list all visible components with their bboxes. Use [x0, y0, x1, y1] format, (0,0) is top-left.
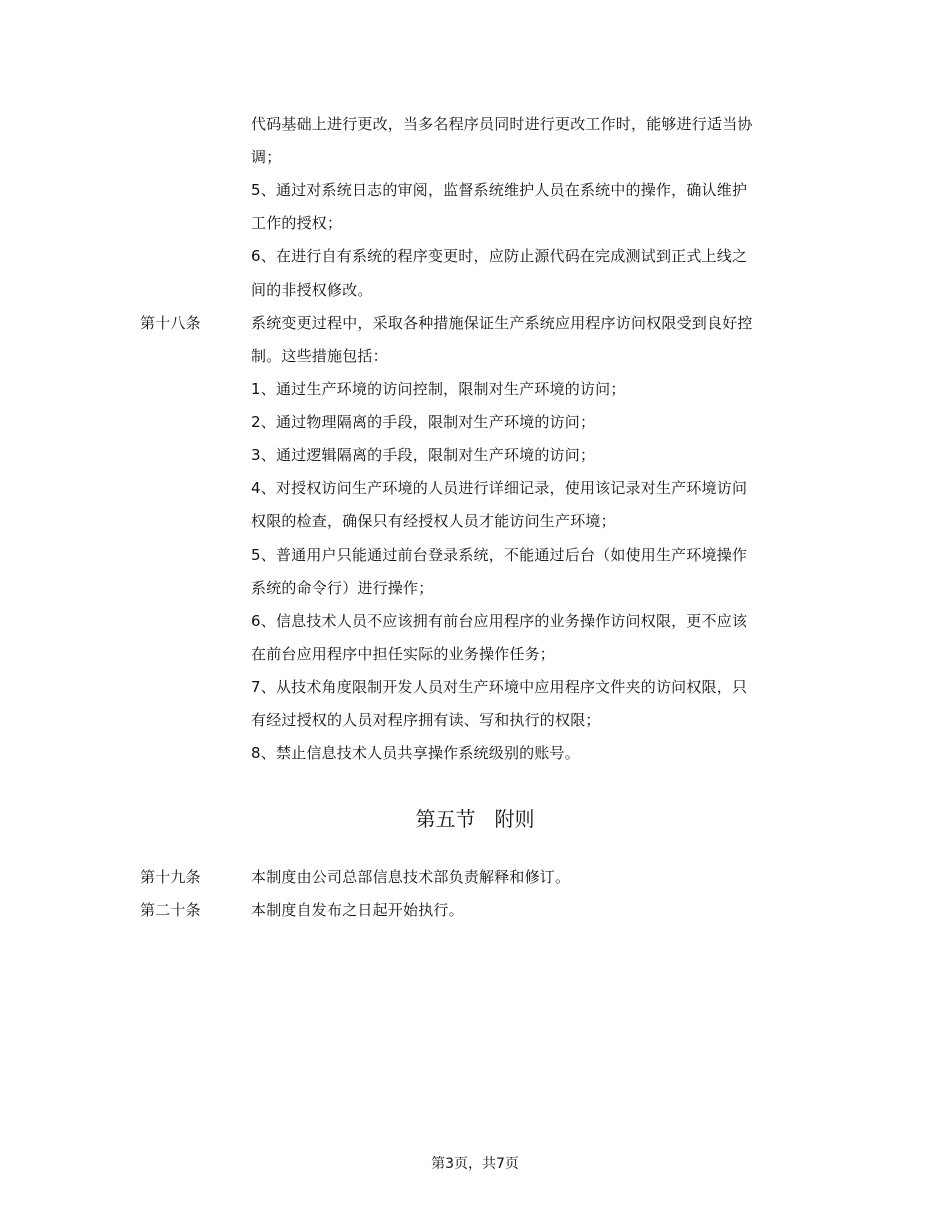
paragraph-line: 6、在进行自有系统的程序变更时，应防止源代码在完成测试到正式上线之: [251, 247, 748, 265]
paragraph-line: 有经过授权的人员对程序拥有读、写和执行的权限；: [251, 711, 601, 729]
paragraph-line: 7、从技术角度限制开发人员对生产环境中应用程序文件夹的访问权限，只: [251, 678, 748, 696]
paragraph-line: 5、通过对系统日志的审阅，监督系统维护人员在系统中的操作，确认维护: [251, 181, 748, 199]
paragraph-line: 6、信息技术人员不应该拥有前台应用程序的业务操作访问权限，更不应该: [251, 612, 748, 630]
paragraph-line: 3、通过逻辑隔离的手段，限制对生产环境的访问；: [251, 446, 596, 464]
section-heading: 第五节 附则: [415, 807, 535, 831]
paragraph-line: 系统变更过程中，采取各种措施保证生产系统应用程序访问权限受到良好控: [251, 314, 753, 332]
paragraph-line: 间的非授权修改。: [251, 281, 373, 299]
paragraph-line: 制。这些措施包括：: [251, 347, 388, 365]
article-label: 第十八条: [140, 314, 201, 332]
paragraph-line: 5、普通用户只能通过前台登录系统，不能通过后台（如使用生产环境操作: [251, 546, 748, 564]
paragraph-line: 系统的命令行）进行操作；: [251, 579, 434, 597]
page-footer: 第3页，共7页: [431, 1156, 519, 1172]
paragraph-line: 2、通过物理隔离的手段，限制对生产环境的访问；: [251, 413, 596, 431]
article-label: 第十九条: [140, 868, 201, 886]
article-label: 第二十条: [140, 901, 201, 919]
paragraph-line: 8、禁止信息技术人员共享操作系统级别的账号。: [251, 744, 580, 762]
paragraph-line: 在前台应用程序中担任实际的业务操作任务；: [251, 645, 556, 663]
paragraph-line: 4、对授权访问生产环境的人员进行详细记录，使用该记录对生产环境访问: [251, 479, 748, 497]
paragraph-line: 调；: [251, 148, 282, 166]
paragraph-line: 权限的检查，确保只有经授权人员才能访问生产环境；: [251, 512, 616, 530]
paragraph-line: 1、通过生产环境的访问控制，限制对生产环境的访问；: [251, 380, 626, 398]
paragraph-line: 本制度由公司总部信息技术部负责解释和修订。: [251, 868, 571, 886]
paragraph-line: 代码基础上进行更改，当多名程序员同时进行更改工作时，能够进行适当协: [251, 115, 753, 133]
paragraph-line: 工作的授权；: [251, 214, 343, 232]
paragraph-line: 本制度自发布之日起开始执行。: [251, 901, 464, 919]
